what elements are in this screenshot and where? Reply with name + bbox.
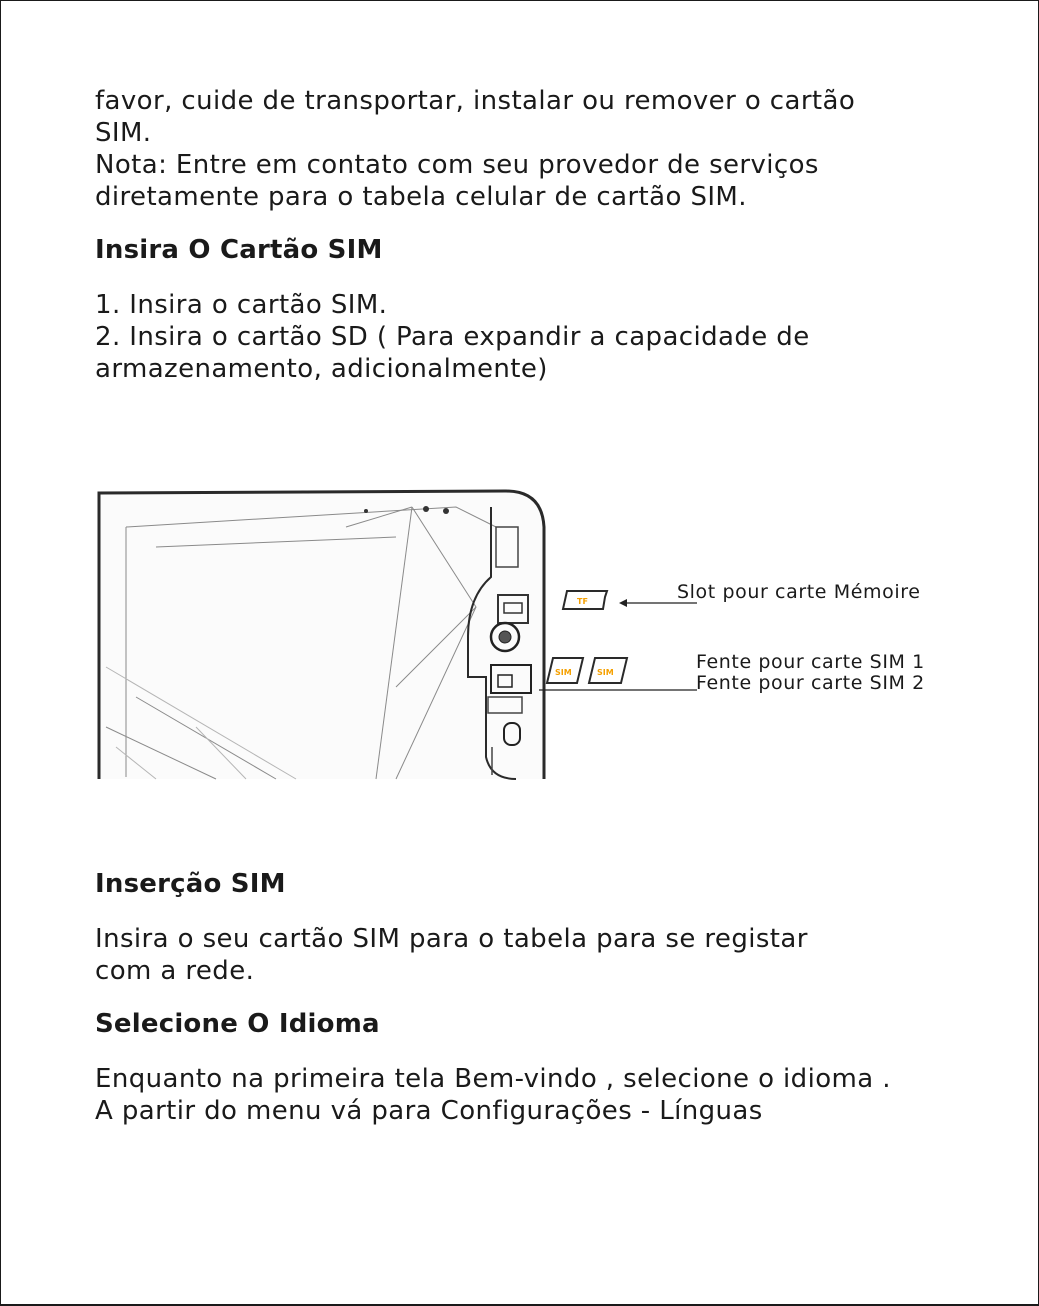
insert-line-2: 2. Insira o cartão SD ( Para expandir a capacidade de	[95, 322, 810, 352]
insert-line-1: 1. Insira o cartão SIM.	[95, 290, 388, 320]
intro-line-1: favor, cuide de transportar, instalar ou remover o cartão	[95, 86, 856, 116]
memory-slot-label: Slot pour carte Mémoire	[677, 581, 921, 603]
sim-insertion-line-2: com a rede.	[95, 956, 255, 986]
intro-line-2: SIM.	[95, 118, 152, 148]
sim-slot-leader-line	[539, 687, 699, 693]
sim-card-2-text: SIM	[597, 668, 614, 677]
intro-line-4: diretamente para o tabela celular de cartão SIM.	[95, 182, 747, 212]
heading-sim-insertion: Inserção SIM	[95, 869, 286, 899]
insert-line-3: armazenamento, adicionalmente)	[95, 354, 548, 384]
heading-select-language: Selecione O Idioma	[95, 1009, 380, 1039]
tablet-slot-diagram	[96, 487, 556, 782]
language-line-2: A partir do menu vá para Configurações - Línguas	[95, 1096, 763, 1126]
tf-card-icon	[559, 587, 611, 613]
intro-line-3: Nota: Entre em contato com seu provedor de serviços	[95, 150, 819, 180]
language-line-1: Enquanto na primeira tela Bem-vindo , selecione o idioma .	[95, 1064, 891, 1094]
tf-card-text: TF	[577, 597, 588, 606]
heading-insert-sim: Insira O Cartão SIM	[95, 235, 383, 265]
sim2-slot-label: Fente pour carte SIM 2	[696, 672, 925, 694]
sim-insertion-line-1: Insira o seu cartão SIM para o tabela para se registar	[95, 924, 808, 954]
sim-card-1-text: SIM	[555, 668, 572, 677]
sim-card-1-icon	[543, 655, 587, 687]
sim1-slot-label: Fente pour carte SIM 1	[696, 651, 925, 673]
sim-card-2-icon	[585, 655, 631, 687]
tablet-outline	[99, 491, 544, 779]
